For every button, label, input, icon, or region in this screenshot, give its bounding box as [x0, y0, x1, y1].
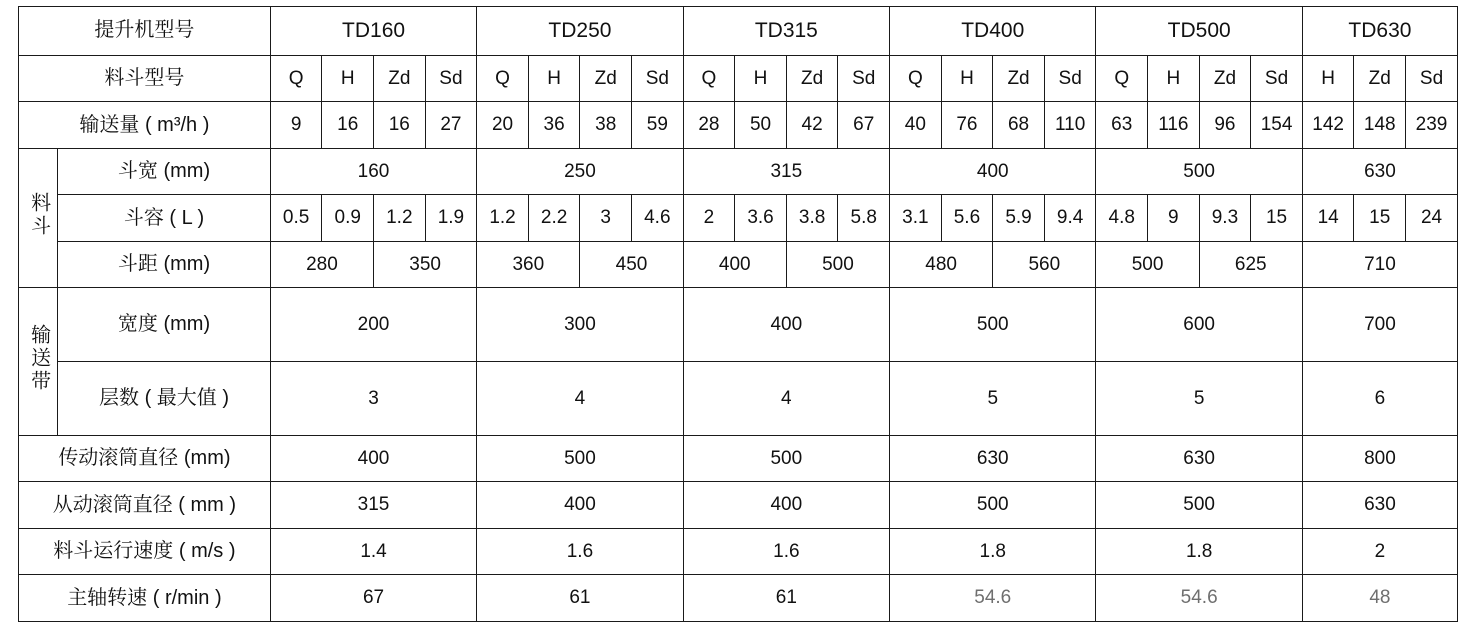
- capacity-cell: 38: [580, 102, 632, 149]
- bucket-volume-cell: 1.2: [477, 195, 529, 242]
- row-label-capacity: 输送量 ( m³/h ): [19, 102, 271, 149]
- drive-drum-cell: 400: [270, 435, 476, 482]
- capacity-cell: 67: [838, 102, 890, 149]
- bucket-volume-cell: 3.8: [786, 195, 838, 242]
- row-label-bucket-volume: 斗容 ( L ): [58, 195, 271, 242]
- row-label-bucket-speed: 料斗运行速度 ( m/s ): [19, 528, 271, 575]
- bucket-volume-cell: 14: [1302, 195, 1354, 242]
- bucket-type-cell: Q: [477, 55, 529, 102]
- belt-width-cell: 200: [270, 288, 476, 362]
- belt-plies-cell: 4: [683, 362, 889, 436]
- shaft-speed-cell: 67: [270, 575, 476, 622]
- belt-width-cell: 500: [890, 288, 1096, 362]
- table-row-bucket-speed: [19, 528, 1458, 575]
- driven-drum-cell: 400: [477, 482, 683, 529]
- row-label-bucket-pitch: 斗距 (mm): [58, 241, 271, 288]
- bucket-volume-cell: 3: [580, 195, 632, 242]
- bucket-type-cell: Q: [270, 55, 322, 102]
- side-label-bucket: [19, 148, 58, 288]
- bucket-volume-cell: 3.1: [890, 195, 942, 242]
- bucket-volume-cell: 2.2: [528, 195, 580, 242]
- capacity-cell: 59: [632, 102, 684, 149]
- capacity-cell: 27: [425, 102, 477, 149]
- bucket-elevator-spec-table: [18, 6, 1458, 622]
- drive-drum-cell: 630: [1096, 435, 1302, 482]
- model-td160: TD160: [270, 7, 476, 56]
- bucket-volume-cell: 5.6: [941, 195, 993, 242]
- bucket-pitch-cell: 625: [1199, 241, 1302, 288]
- belt-width-cell: 600: [1096, 288, 1302, 362]
- capacity-cell: 40: [890, 102, 942, 149]
- bucket-type-cell: H: [1302, 55, 1354, 102]
- bucket-type-cell: Zd: [1199, 55, 1251, 102]
- model-td400: TD400: [890, 7, 1096, 56]
- table-row-bucket-type: [19, 55, 1458, 102]
- driven-drum-cell: 500: [890, 482, 1096, 529]
- row-label-bucket-width: 斗宽 (mm): [58, 148, 271, 195]
- bucket-type-cell: Sd: [1251, 55, 1303, 102]
- bucket-type-cell: Sd: [632, 55, 684, 102]
- bucket-pitch-cell: 560: [993, 241, 1096, 288]
- belt-plies-cell: 6: [1302, 362, 1457, 436]
- capacity-cell: 148: [1354, 102, 1406, 149]
- table-row-belt-plies: [19, 362, 1458, 436]
- bucket-speed-cell: 2: [1302, 528, 1457, 575]
- table-row-belt-width: [19, 288, 1458, 362]
- table-row-capacity: [19, 102, 1458, 149]
- bucket-volume-cell: 4.8: [1096, 195, 1148, 242]
- bucket-speed-cell: 1.6: [683, 528, 889, 575]
- capacity-cell: 42: [786, 102, 838, 149]
- table-row-shaft-speed: [19, 575, 1458, 622]
- driven-drum-cell: 400: [683, 482, 889, 529]
- row-label-drive-drum: 传动滚筒直径 (mm): [19, 435, 271, 482]
- capacity-cell: 96: [1199, 102, 1251, 149]
- bucket-volume-cell: 0.9: [322, 195, 374, 242]
- bucket-pitch-cell: 400: [683, 241, 786, 288]
- table-row-model: [19, 7, 1458, 56]
- bucket-pitch-cell: 360: [477, 241, 580, 288]
- bucket-width-cell: 630: [1302, 148, 1457, 195]
- row-label-belt-width: 宽度 (mm): [58, 288, 271, 362]
- bucket-pitch-cell: 450: [580, 241, 683, 288]
- shaft-speed-cell: 54.6: [1096, 575, 1302, 622]
- shaft-speed-cell: 61: [477, 575, 683, 622]
- belt-plies-cell: 5: [890, 362, 1096, 436]
- belt-width-cell: 400: [683, 288, 889, 362]
- bucket-width-cell: 250: [477, 148, 683, 195]
- row-label-driven-drum: 从动滚筒直径 ( mm ): [19, 482, 271, 529]
- capacity-cell: 28: [683, 102, 735, 149]
- capacity-cell: 154: [1251, 102, 1303, 149]
- bucket-type-cell: Zd: [1354, 55, 1406, 102]
- capacity-cell: 239: [1406, 102, 1458, 149]
- bucket-type-cell: Sd: [1406, 55, 1458, 102]
- bucket-volume-cell: 1.2: [374, 195, 426, 242]
- bucket-type-cell: Zd: [374, 55, 426, 102]
- model-td250: TD250: [477, 7, 683, 56]
- driven-drum-cell: 630: [1302, 482, 1457, 529]
- capacity-cell: 16: [374, 102, 426, 149]
- bucket-volume-cell: 0.5: [270, 195, 322, 242]
- row-label-belt-plies: 层数 ( 最大值 ): [58, 362, 271, 436]
- belt-width-cell: 700: [1302, 288, 1457, 362]
- bucket-width-cell: 160: [270, 148, 476, 195]
- table-row-bucket-volume: [19, 195, 1458, 242]
- bucket-type-cell: Sd: [838, 55, 890, 102]
- capacity-cell: 68: [993, 102, 1045, 149]
- bucket-volume-cell: 24: [1406, 195, 1458, 242]
- bucket-type-cell: Q: [890, 55, 942, 102]
- capacity-cell: 16: [322, 102, 374, 149]
- bucket-type-cell: Zd: [580, 55, 632, 102]
- drive-drum-cell: 630: [890, 435, 1096, 482]
- table-row-bucket-width: [19, 148, 1458, 195]
- model-td315: TD315: [683, 7, 889, 56]
- side-label-bucket-text: 料斗: [27, 192, 50, 239]
- row-label-shaft-speed: 主轴转速 ( r/min ): [19, 575, 271, 622]
- model-td500: TD500: [1096, 7, 1302, 56]
- bucket-type-cell: Sd: [1044, 55, 1096, 102]
- bucket-type-cell: Q: [683, 55, 735, 102]
- bucket-type-cell: Sd: [425, 55, 477, 102]
- bucket-speed-cell: 1.4: [270, 528, 476, 575]
- row-label-bucket-type: 料斗型号: [19, 55, 271, 102]
- bucket-type-cell: Q: [1096, 55, 1148, 102]
- driven-drum-cell: 500: [1096, 482, 1302, 529]
- bucket-volume-cell: 3.6: [735, 195, 787, 242]
- bucket-volume-cell: 9.4: [1044, 195, 1096, 242]
- bucket-speed-cell: 1.8: [890, 528, 1096, 575]
- bucket-pitch-cell: 500: [1096, 241, 1199, 288]
- capacity-cell: 36: [528, 102, 580, 149]
- bucket-speed-cell: 1.8: [1096, 528, 1302, 575]
- bucket-volume-cell: 2: [683, 195, 735, 242]
- drive-drum-cell: 500: [683, 435, 889, 482]
- bucket-volume-cell: 5.9: [993, 195, 1045, 242]
- bucket-type-cell: H: [1148, 55, 1200, 102]
- bucket-volume-cell: 1.9: [425, 195, 477, 242]
- capacity-cell: 142: [1302, 102, 1354, 149]
- capacity-cell: 20: [477, 102, 529, 149]
- bucket-type-cell: H: [735, 55, 787, 102]
- bucket-volume-cell: 4.6: [632, 195, 684, 242]
- bucket-pitch-cell: 500: [786, 241, 889, 288]
- belt-plies-cell: 3: [270, 362, 476, 436]
- capacity-cell: 63: [1096, 102, 1148, 149]
- belt-plies-cell: 5: [1096, 362, 1302, 436]
- bucket-volume-cell: 15: [1354, 195, 1406, 242]
- capacity-cell: 110: [1044, 102, 1096, 149]
- model-td630: TD630: [1302, 7, 1457, 56]
- bucket-type-cell: Zd: [786, 55, 838, 102]
- side-label-belt: [19, 288, 58, 435]
- bucket-pitch-cell: 280: [270, 241, 373, 288]
- table-row-drive-drum: [19, 435, 1458, 482]
- bucket-width-cell: 400: [890, 148, 1096, 195]
- bucket-speed-cell: 1.6: [477, 528, 683, 575]
- bucket-pitch-cell: 710: [1302, 241, 1457, 288]
- drive-drum-cell: 800: [1302, 435, 1457, 482]
- driven-drum-cell: 315: [270, 482, 476, 529]
- belt-plies-cell: 4: [477, 362, 683, 436]
- table-row-bucket-pitch: [19, 241, 1458, 288]
- shaft-speed-cell: 61: [683, 575, 889, 622]
- capacity-cell: 50: [735, 102, 787, 149]
- row-label-model: 提升机型号: [19, 7, 271, 56]
- bucket-volume-cell: 5.8: [838, 195, 890, 242]
- bucket-type-cell: H: [528, 55, 580, 102]
- bucket-width-cell: 500: [1096, 148, 1302, 195]
- bucket-volume-cell: 15: [1251, 195, 1303, 242]
- capacity-cell: 9: [270, 102, 322, 149]
- bucket-type-cell: Zd: [993, 55, 1045, 102]
- bucket-pitch-cell: 480: [890, 241, 993, 288]
- bucket-type-cell: H: [322, 55, 374, 102]
- side-label-belt-text: 输送带: [27, 324, 50, 394]
- bucket-width-cell: 315: [683, 148, 889, 195]
- bucket-volume-cell: 9.3: [1199, 195, 1251, 242]
- bucket-type-cell: H: [941, 55, 993, 102]
- bucket-volume-cell: 9: [1148, 195, 1200, 242]
- shaft-speed-cell: 48: [1302, 575, 1457, 622]
- drive-drum-cell: 500: [477, 435, 683, 482]
- belt-width-cell: 300: [477, 288, 683, 362]
- table-row-driven-drum: [19, 482, 1458, 529]
- bucket-pitch-cell: 350: [374, 241, 477, 288]
- shaft-speed-cell: 54.6: [890, 575, 1096, 622]
- capacity-cell: 116: [1148, 102, 1200, 149]
- capacity-cell: 76: [941, 102, 993, 149]
